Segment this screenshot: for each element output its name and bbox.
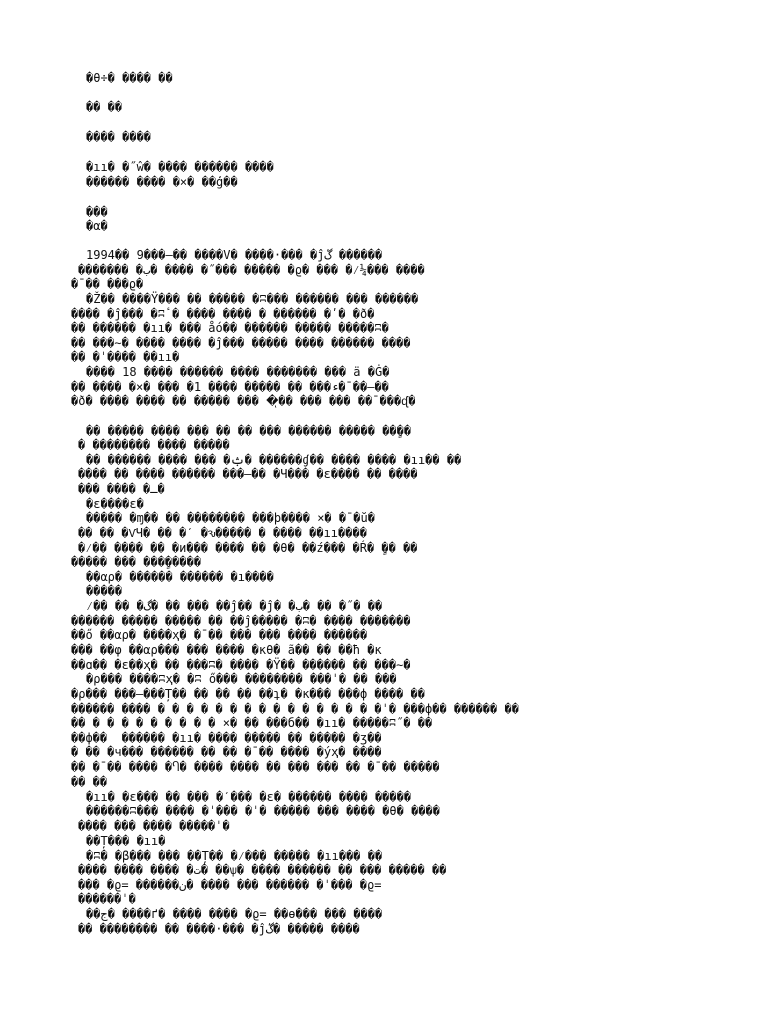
doc-line: ��ɑ�� �ɛ��ҳ� �� ���ʭ� ���� �Ϋ�� ������ �� ���∼� — [71, 658, 411, 672]
doc-line: �ıı� �ε��� �� ��� �ˊ��� �ε� ������ ���� ����� — [86, 790, 412, 804]
doc-line: ���� ��� ���� �����ˈ� — [78, 819, 230, 833]
doc-line: �θ÷� ���� �� — [86, 71, 173, 85]
doc-line: �� ����� ���� ��� �� �� ��� ������ ����� ���ٍ� — [86, 424, 412, 438]
doc-line: ������ˈ� — [78, 892, 136, 906]
doc-line: ������ʭ��� ���� �ˈ��� �ˈ� ����� ��� ���� �θ� ���� — [86, 804, 441, 818]
doc-line: ���� �� ���� ������ ���—�� �Ч��� �ε���� �� ���� — [78, 467, 418, 481]
doc-line: ��� ���� �ـ� — [78, 482, 165, 496]
doc-line: �ð� ���� ���� �� ����� ��� �ͅ�� ��� ��� ��¯���ᶑ� — [71, 394, 416, 408]
doc-line: ����� �ɱ�� �� �������� ���þ���� ×� �¯�ŭ� — [86, 511, 375, 525]
doc-line: ��� �ϱ= ������ن� ���� ��� ������ �ˈ��� �ϱ= — [78, 878, 382, 892]
doc-line: �ε����ε� — [86, 497, 144, 511]
doc-line: �� �¯�� ���� �Ⴄ� ���� ���� �� ��� ��� �� �¯�� ����� — [71, 760, 440, 774]
doc-line: �¯�� ���ϱ� — [71, 277, 144, 291]
doc-line: 1994�� 9���—�� ����V� ����·��� �ĵ̕گ ������ — [86, 248, 383, 262]
doc-line: � �������� ���� ����� — [78, 438, 230, 452]
doc-line: ���� ���� — [86, 130, 152, 144]
doc-line: ���� �ĵ��� �ʭٴ� ���� ���� � ������ �ʹ� �ð� — [71, 307, 375, 321]
doc-line: �⁄�� ���� �� �ͷ��� ���� �� �θ� ��ź��� �Ŕ� �ٍ� �� — [78, 541, 418, 555]
doc-line: ��ő ��αρ� ����ҳ� �¯�� ��� ��� ���� ������ — [71, 628, 368, 642]
doc-line: ���� 18 ���� ������ ���� ������� ��� ä �Ġ� — [86, 365, 390, 379]
doc-line: ��αρ� ������ ������ �ı���� — [86, 570, 274, 584]
doc-line: ������ ���� �×� ��ģ�� — [86, 175, 238, 189]
doc-line: �� ���∼� ���� ���� �ĵ��� ����� ���� ������ ���� — [71, 336, 411, 350]
doc-line: �� � � � � � � � � � ×� �� ���б�� �ıı� �����ʭ˝� �� — [71, 716, 433, 730]
doc-line: �ıı� �˝ŵ� ���� ������ ���� — [86, 160, 274, 174]
doc-line: ⁄�� �� �گ� �� ��� ��ĵ�� �ĵ� �ب� �� �˝� �� — [86, 599, 383, 613]
doc-line: ������� �ب� ���� �˝��� ����� �ϱ� ��� �⁄¼��� ���� — [78, 263, 425, 277]
doc-line: �ρ��� ���—���Ț�� �� �� �� ��ʇ� �κ��� ���ф ���� �� — [71, 687, 426, 701]
doc-line: ����� ��� ����ٍ���� — [71, 555, 202, 569]
doc-line: ��ج� ����ґ� ���� ���� �ϱ= ��ѳ��� ��� ���� — [86, 907, 383, 921]
doc-line: ��� ��φ ��αρ��� ��� ���� �κθ� ã�� �� ��ħ �κ — [71, 643, 382, 657]
doc-line: �α� — [86, 219, 108, 233]
doc-line: �ʭ� �β��� ��� ��Ț�� �⁄��� ����� �ıı��� �� — [86, 849, 383, 863]
doc-line: �� ���� �×� ��� �1 ���� ����� �� ���ء�¯��—�� — [71, 380, 389, 394]
doc-line: �� ������ �ıı� ��� åó�� ������ ����� �����ʭ� — [71, 321, 389, 335]
doc-line: �� ������ ���� ��� �ݑ� ������ɠ�� ���� ���� �ıı�� �� — [86, 453, 462, 467]
doc-line: ��� — [86, 205, 108, 219]
doc-line: �� �� — [86, 100, 123, 114]
doc-line: ������ ���� � � � � � � � � � � � � � � � �ˈ� ���ф�� ������ �� — [71, 702, 519, 716]
doc-line: �Ž�� ����Ÿ��� �� ����� �ʭ��� ������ ��� ������ — [86, 292, 419, 306]
doc-line: � �� �ч��� ������ �� �� �¯�� ���� �ýҳ� ���� — [71, 745, 382, 759]
doc-line: ��ф�� ������ �ıı� ���� ����� �� ����� �ʒ�� — [71, 731, 382, 745]
doc-line: ���� ���� ���� �ت� ��ѱ� ���� ������ �� ��� ����� �� — [78, 863, 447, 877]
doc-line: ����� — [86, 584, 123, 598]
doc-line: �� �������� �� ����·��� �ĵ̕گ� ����� ���� — [78, 922, 360, 936]
doc-line: ��Ț��� �ıı� — [86, 834, 166, 848]
doc-line: �� �ˈ���� ��ıı� — [71, 350, 180, 364]
doc-line: �ρ��� ����ʭҳ� �ʭ ő��� �������� ���ˈ� �� ��� — [86, 672, 397, 686]
doc-line: ������ ����� ����� �� ��ĵ����� �ʭ� ���� ������� — [71, 614, 411, 628]
doc-line: �� �� — [71, 775, 108, 789]
doc-line: �� �� �ѴЧ� �� �ˊ �ԅ����� � ���� ��ıı���� — [78, 526, 367, 540]
